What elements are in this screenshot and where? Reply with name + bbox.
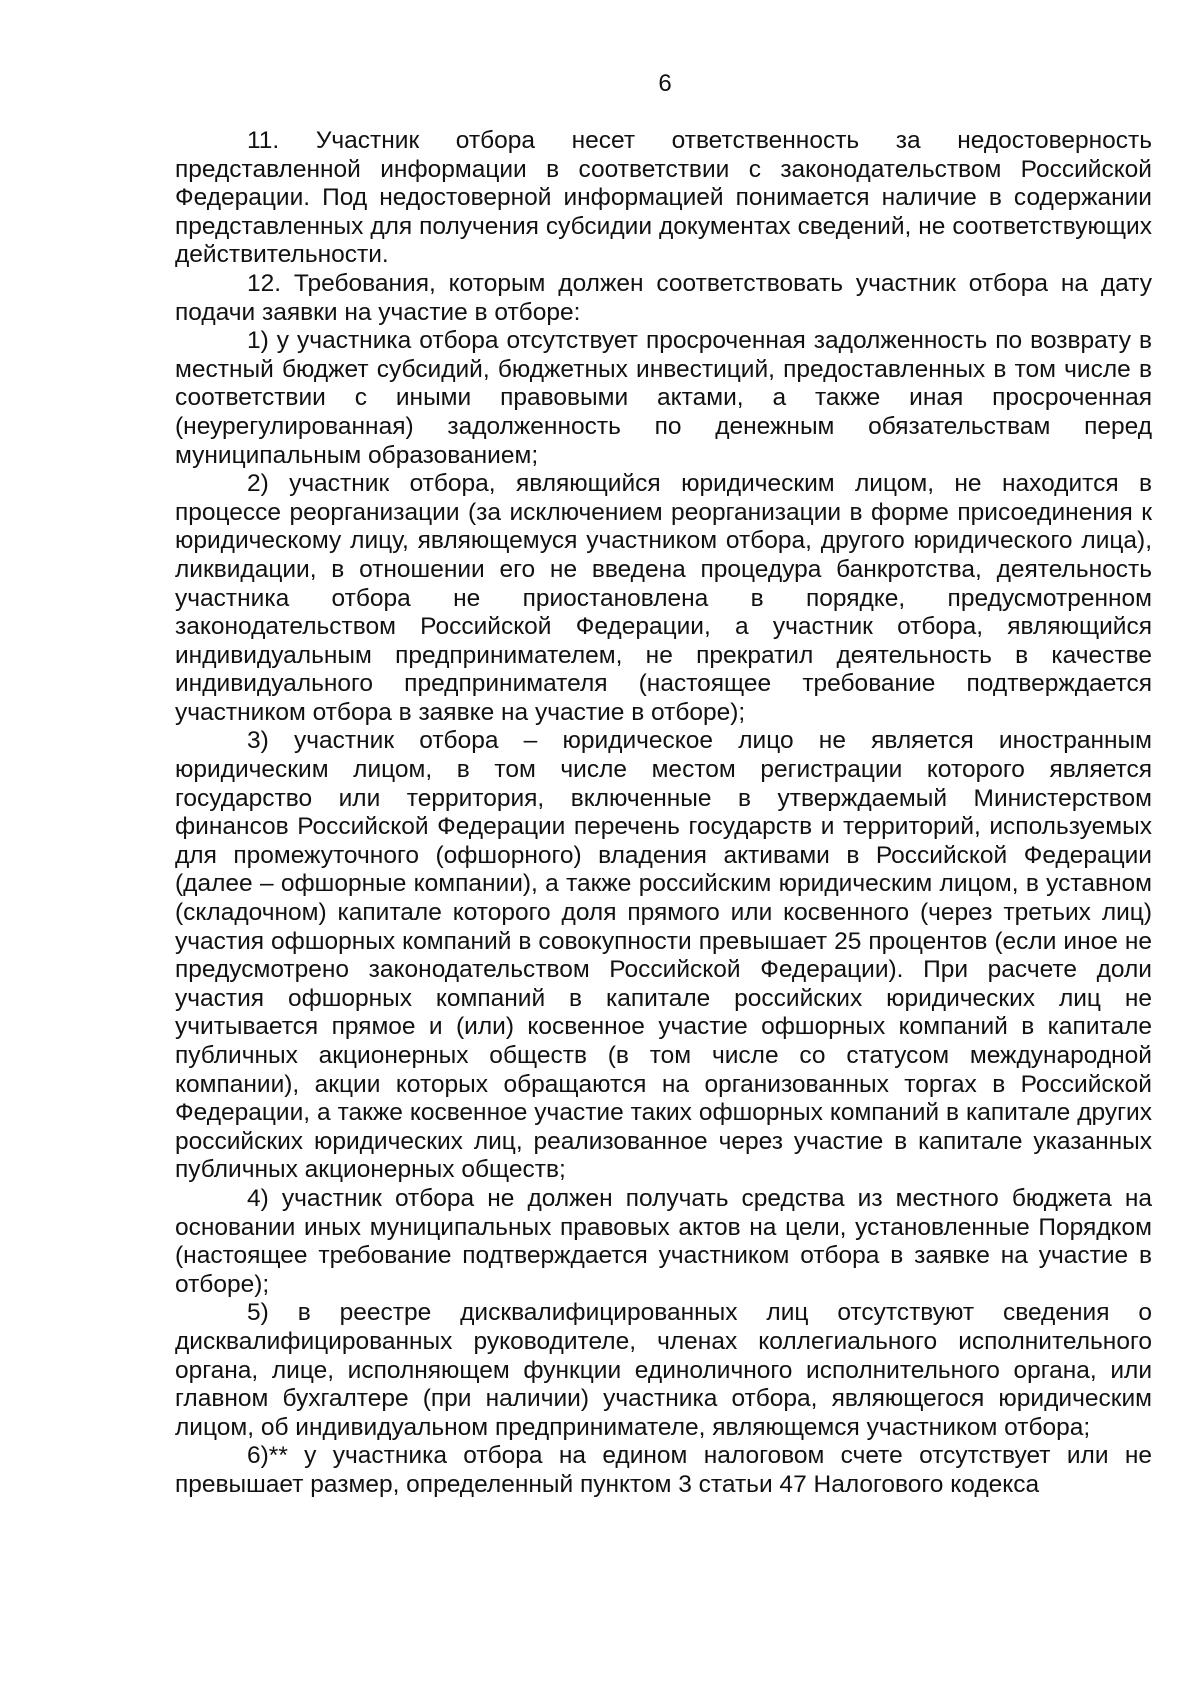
- requirement-2: 2) участник отбора, являющийся юридическим лицом, не находится в процессе реорганизации (за исключением реорганизации в форме присоединения к юридическому лицу, являющемуся участником отбора, другого юридического лица), ликвидации, в отношении его не введена процедура банкротства, деятельность участника отбора не приостановлена в порядке, предусмотренном законодательством Российской Федерации, а участник отбора, являющийся индивидуальным предпринимателем, не прекратил деятельность в качестве индивидуального предпринимателя (настоящее требование подтверждается участником отбора в заявке на участие в отборе);: [175, 470, 1152, 726]
- requirement-3: 3) участник отбора – юридическое лицо не является иностранным юридическим лицом, в том числе местом регистрации которого является государство или территория, включенные в утверждаемый Министерством финансов Российской Федерации перечень государств и территорий, используемых для промежуточного (офшорного) владения активами в Российской Федерации (далее – офшорные компании), а также российским юридическим лицом, в уставном (складочном) капитале которого доля прямого или косвенного (через третьих лиц) участия офшорных компаний в совокупности превышает 25 процентов (если иное не предусмотрено законодательством Российской Федерации). При расчете доли участия офшорных компаний в капитале российских юридических лиц не учитывается прямое и (или) косвенное участие офшорных компаний в капитале публичных акционерных обществ (в том числе со статусом международной компании), акции которых обращаются на организованных торгах в Российской Федерации, а также косвенное участие таких офшорных компаний в капитале других российских юридических лиц, реализованное через участие в капитале указанных публичных акционерных обществ;: [175, 727, 1152, 1184]
- requirement-6: 6)** у участника отбора на едином налоговом счете отсутствует или не превышает размер, определенный пунктом 3 статьи 47 Налогового кодекса: [175, 1442, 1152, 1498]
- requirement-5: 5) в реестре дисквалифицированных лиц отсутствуют сведения о дисквалифицированных руководителе, членах коллегиального исполнительного органа, лице, исполняющем функции единоличного исполнительного органа, или главном бухгалтере (при наличии) участника отбора, являющегося юридическим лицом, об индивидуальном предпринимателе, являющемся участником отбора;: [175, 1299, 1152, 1441]
- paragraph-12: 12. Требования, которым должен соответствовать участник отбора на дату подачи заявки на участие в отборе:: [175, 269, 1152, 326]
- requirement-1: 1) у участника отбора отсутствует просроченная задолженность по возврату в местный бюджет субсидий, бюджетных инвестиций, предоставленных в том числе в соответствии с иными правовыми актами, а также иная просроченная (неурегулированная) задолженность по денежным обязательствам перед муниципальным образованием;: [175, 327, 1152, 469]
- requirement-4: 4) участник отбора не должен получать средства из местного бюджета на основании иных муниципальных правовых актов на цели, установленные Порядком (настоящее требование подтверждается участником отбора в заявке на участие в отборе);: [175, 1184, 1152, 1298]
- page-number: 6: [658, 70, 672, 97]
- paragraph-11: 11. Участник отбора несет ответственность за недостоверность представленной информации в соответствии с законодательством Российской Федерации. Под недостоверной информацией понимается наличие в содержании представленных для получения субсидии документах сведений, не соответствующих действительности.: [175, 127, 1152, 269]
- document-body: [175, 127, 1152, 1500]
